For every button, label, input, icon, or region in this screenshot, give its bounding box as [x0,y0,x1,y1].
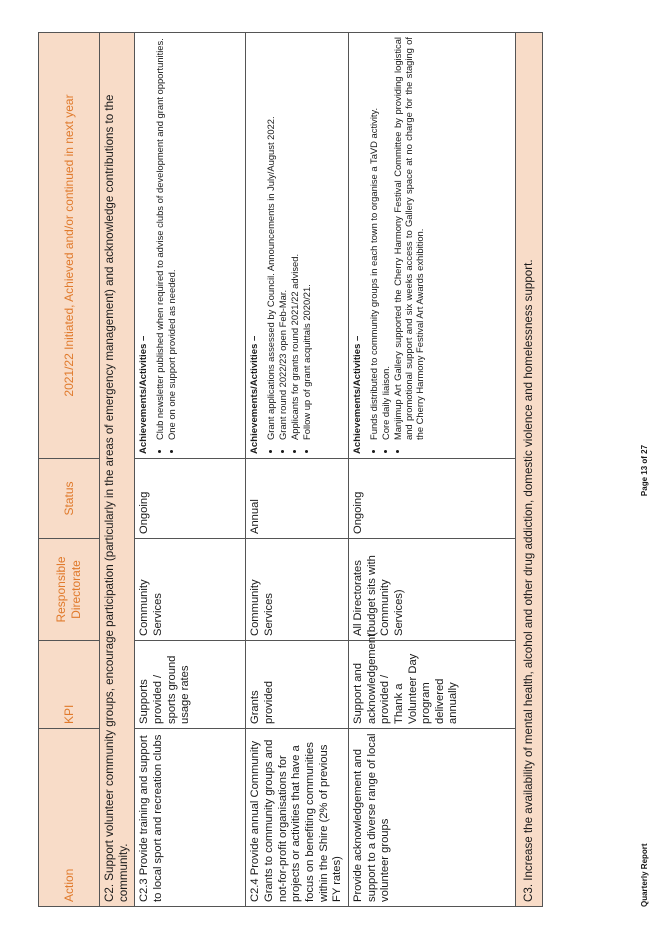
kpi-cell: Grants provided [246,641,349,729]
action-plan-table [38,32,543,907]
list-item: • Applicants for grants round 2021/22 advised. [289,37,300,440]
section-row-c2 [100,33,135,907]
list-item: • Core daily liaison. [380,37,391,440]
responsible-cell: Community Services [135,539,246,641]
action-cell: C2.4 Provide annual Community Grants to community groups and not-for-profit organisations for projects or activities that have a focus on benefiting communities within the Shire (2% of previous FY rates) [246,729,349,907]
activities-heading: Achievements/Activities – [249,335,261,454]
activities-list [368,37,425,454]
action-cell: C2.3 Provide training and support to local sport and recreation clubs [135,729,246,907]
list-item: • Grant round 2022/23 open Feb-Mar. [277,37,288,440]
activities-heading: Achievements/Activities – [351,335,363,454]
activities-cell [348,33,515,459]
header-kpi: KPI [39,641,100,729]
activities-heading: Achievements/Activities – [138,335,150,454]
responsible-cell: All Directorates (budget sits with Community Services) [348,539,515,641]
action-cell: Provide acknowledgement and support to a diverse range of local volunteer groups [348,729,515,907]
header-initiated: 2021/22 Initiated, Achieved and/or continued in next year [39,33,100,459]
activities-cell [135,33,246,459]
table-row [348,33,515,907]
section-c2-text: C2. Support volunteer community groups, encourage participation (particularly in the areas of emergency management) and acknowledge contributions to the community. [100,33,135,907]
list-item: • Funds distributed to community groups in each town to organise a TaVD activity. [368,37,379,440]
header-responsible: Responsible Directorate [39,539,100,641]
list-item: • Club newsletter published when required to advise clubs of development and grant opportunities. [154,37,165,440]
status-cell: Annual [246,459,349,539]
status-cell: Ongoing [348,459,515,539]
footer-page-number: Page 13 of 27 [640,444,649,497]
table-row [246,33,349,907]
section-c3-text: C3. Increase the availability of mental health, alcohol and other drug addiction, domestic violence and homelessness support. [515,33,542,907]
kpi-cell: Supports provided / sports ground usage rates [135,641,246,729]
section-row-c3 [515,33,542,907]
footer-report-title: Quarterly Report [640,843,649,907]
activities-cell [246,33,349,459]
header-action: Action [39,729,100,907]
header-status: Status [39,459,100,539]
activities-list [154,37,177,454]
header-row [39,33,100,907]
list-item: • Manjimup Art Gallery supported the Cherry Harmony Festival Committee by providing logistical and promotional support and six weeks access to Gallery space at no charge for the staging of the Cherry Harmony Festival Art Awards exhibition. [392,37,425,440]
list-item: • Follow up of grant acquittals 2020/21. [301,37,312,440]
table-row [135,33,246,907]
kpi-cell: Support and acknowledgement provided / Thank a Volunteer Day program delivered annually [348,641,515,729]
list-item: • One on one support provided as needed. [166,37,177,440]
activities-list [265,37,312,454]
list-item: • Grant applications assessed by Council. Announcements in July/August 2022. [265,37,276,440]
responsible-cell: Community Services [246,539,349,641]
status-cell: Ongoing [135,459,246,539]
